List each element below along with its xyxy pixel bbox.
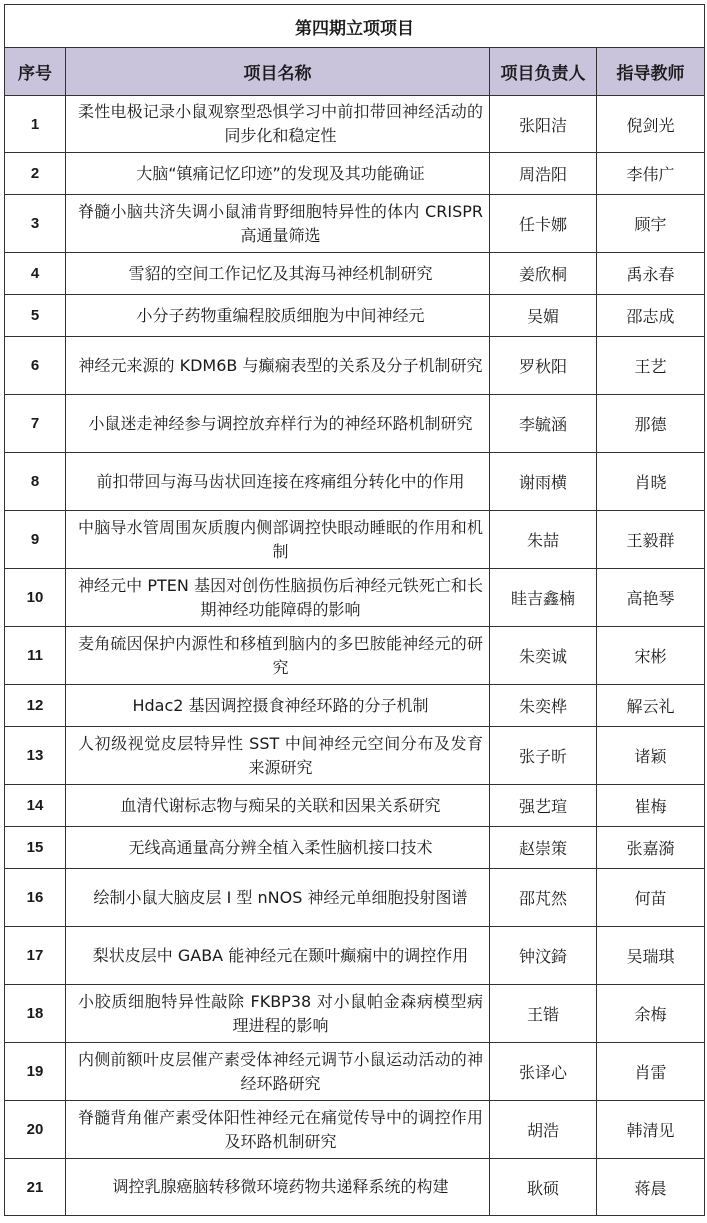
project-lead: 张阳洁 — [490, 96, 597, 153]
advisor: 顾宇 — [597, 195, 705, 253]
table-row — [5, 295, 705, 337]
table-row — [5, 453, 705, 511]
table-row — [5, 337, 705, 395]
project-lead: 吴媚 — [490, 295, 597, 337]
header-project-lead: 项目负责人 — [490, 48, 597, 96]
table-row — [5, 1101, 705, 1159]
advisor: 韩清见 — [597, 1101, 705, 1159]
table-header-row — [5, 48, 705, 96]
project-lead: 张译心 — [490, 1043, 597, 1101]
project-name: 麦角硫因保护内源性和移植到脑内的多巴胺能神经元的研究 — [66, 627, 490, 685]
row-number: 6 — [5, 337, 66, 395]
advisor: 肖晓 — [597, 453, 705, 511]
table-row — [5, 985, 705, 1043]
project-name: 血清代谢标志物与痴呆的关联和因果关系研究 — [66, 785, 490, 827]
table-row — [5, 153, 705, 195]
project-name: 调控乳腺癌脑转移微环境药物共递释系统的构建 — [66, 1159, 490, 1216]
table-row — [5, 785, 705, 827]
project-lead: 朱奕桦 — [490, 685, 597, 727]
project-name: 人初级视觉皮层特异性 SST 中间神经元空间分布及发育来源研究 — [66, 727, 490, 785]
row-number: 21 — [5, 1159, 66, 1216]
advisor: 禹永春 — [597, 253, 705, 295]
project-lead: 王锴 — [490, 985, 597, 1043]
projects-table — [4, 4, 705, 1216]
advisor: 宋彬 — [597, 627, 705, 685]
project-lead: 邵芃然 — [490, 869, 597, 927]
project-lead: 朱喆 — [490, 511, 597, 569]
project-name: 前扣带回与海马齿状回连接在疼痛组分转化中的作用 — [66, 453, 490, 511]
row-number: 1 — [5, 96, 66, 153]
row-number: 14 — [5, 785, 66, 827]
project-lead: 周浩阳 — [490, 153, 597, 195]
row-number: 15 — [5, 827, 66, 869]
table-row — [5, 1159, 705, 1216]
project-lead: 钟汶錡 — [490, 927, 597, 985]
header-project-name: 项目名称 — [66, 48, 490, 96]
row-number: 9 — [5, 511, 66, 569]
row-number: 3 — [5, 195, 66, 253]
advisor: 崔梅 — [597, 785, 705, 827]
project-name: Hdac2 基因调控摄食神经环路的分子机制 — [66, 685, 490, 727]
project-name: 脊髓小脑共济失调小鼠浦肯野细胞特异性的体内 CRISPR 高通量筛选 — [66, 195, 490, 253]
project-lead: 朱奕诚 — [490, 627, 597, 685]
advisor: 王艺 — [597, 337, 705, 395]
project-lead: 胡浩 — [490, 1101, 597, 1159]
row-number: 2 — [5, 153, 66, 195]
project-name: 雪貂的空间工作记忆及其海马神经机制研究 — [66, 253, 490, 295]
project-name: 小分子药物重编程胶质细胞为中间神经元 — [66, 295, 490, 337]
project-name: 绘制小鼠大脑皮层 I 型 nNOS 神经元单细胞投射图谱 — [66, 869, 490, 927]
table-row — [5, 727, 705, 785]
project-name: 中脑导水管周围灰质腹内侧部调控快眼动睡眠的作用和机制 — [66, 511, 490, 569]
project-name: 小胶质细胞特异性敲除 FKBP38 对小鼠帕金森病模型病理进程的影响 — [66, 985, 490, 1043]
advisor: 余梅 — [597, 985, 705, 1043]
advisor: 蒋晨 — [597, 1159, 705, 1216]
advisor: 倪剑光 — [597, 96, 705, 153]
project-lead: 耿硕 — [490, 1159, 597, 1216]
table-row — [5, 96, 705, 153]
advisor: 吴瑞琪 — [597, 927, 705, 985]
table-row — [5, 685, 705, 727]
row-number: 20 — [5, 1101, 66, 1159]
project-lead: 赵崇策 — [490, 827, 597, 869]
row-number: 5 — [5, 295, 66, 337]
table-row — [5, 1043, 705, 1101]
project-name: 大脑“镇痛记忆印迹”的发现及其功能确证 — [66, 153, 490, 195]
project-lead: 眭吉鑫楠 — [490, 569, 597, 627]
row-number: 13 — [5, 727, 66, 785]
table-row — [5, 827, 705, 869]
project-lead: 罗秋阳 — [490, 337, 597, 395]
project-lead: 李毓涵 — [490, 395, 597, 453]
row-number: 4 — [5, 253, 66, 295]
project-lead: 张子昕 — [490, 727, 597, 785]
header-advisor: 指导教师 — [597, 48, 705, 96]
project-lead: 任卡娜 — [490, 195, 597, 253]
advisor: 那德 — [597, 395, 705, 453]
table-row — [5, 253, 705, 295]
row-number: 18 — [5, 985, 66, 1043]
project-name: 脊髓背角催产素受体阳性神经元在痛觉传导中的调控作用及环路机制研究 — [66, 1101, 490, 1159]
advisor: 肖雷 — [597, 1043, 705, 1101]
project-name: 神经元中 PTEN 基因对创伤性脑损伤后神经元铁死亡和长期神经功能障碍的影响 — [66, 569, 490, 627]
table-row — [5, 927, 705, 985]
advisor: 诸颖 — [597, 727, 705, 785]
row-number: 17 — [5, 927, 66, 985]
table-row — [5, 627, 705, 685]
row-number: 10 — [5, 569, 66, 627]
row-number: 7 — [5, 395, 66, 453]
advisor: 解云礼 — [597, 685, 705, 727]
project-name: 神经元来源的 KDM6B 与癫痫表型的关系及分子机制研究 — [66, 337, 490, 395]
table-row — [5, 869, 705, 927]
advisor: 张嘉漪 — [597, 827, 705, 869]
table-row — [5, 511, 705, 569]
advisor: 邵志成 — [597, 295, 705, 337]
advisor: 李伟广 — [597, 153, 705, 195]
project-name: 柔性电极记录小鼠观察型恐惧学习中前扣带回神经活动的同步化和稳定性 — [66, 96, 490, 153]
project-lead: 强艺瑄 — [490, 785, 597, 827]
row-number: 8 — [5, 453, 66, 511]
table-row — [5, 195, 705, 253]
table-row — [5, 395, 705, 453]
table-title: 第四期立项项目 — [5, 5, 705, 48]
table-row — [5, 569, 705, 627]
project-name: 梨状皮层中 GABA 能神经元在颞叶癫痫中的调控作用 — [66, 927, 490, 985]
project-name: 小鼠迷走神经参与调控放弃样行为的神经环路机制研究 — [66, 395, 490, 453]
project-lead: 姜欣桐 — [490, 253, 597, 295]
row-number: 16 — [5, 869, 66, 927]
advisor: 王毅群 — [597, 511, 705, 569]
table-title-row — [5, 5, 705, 48]
advisor: 何苗 — [597, 869, 705, 927]
project-name: 无线高通量高分辨全植入柔性脑机接口技术 — [66, 827, 490, 869]
row-number: 11 — [5, 627, 66, 685]
row-number: 12 — [5, 685, 66, 727]
project-name: 内侧前额叶皮层催产素受体神经元调节小鼠运动活动的神经环路研究 — [66, 1043, 490, 1101]
project-lead: 谢雨横 — [490, 453, 597, 511]
row-number: 19 — [5, 1043, 66, 1101]
advisor: 高艳琴 — [597, 569, 705, 627]
header-no: 序号 — [5, 48, 66, 96]
